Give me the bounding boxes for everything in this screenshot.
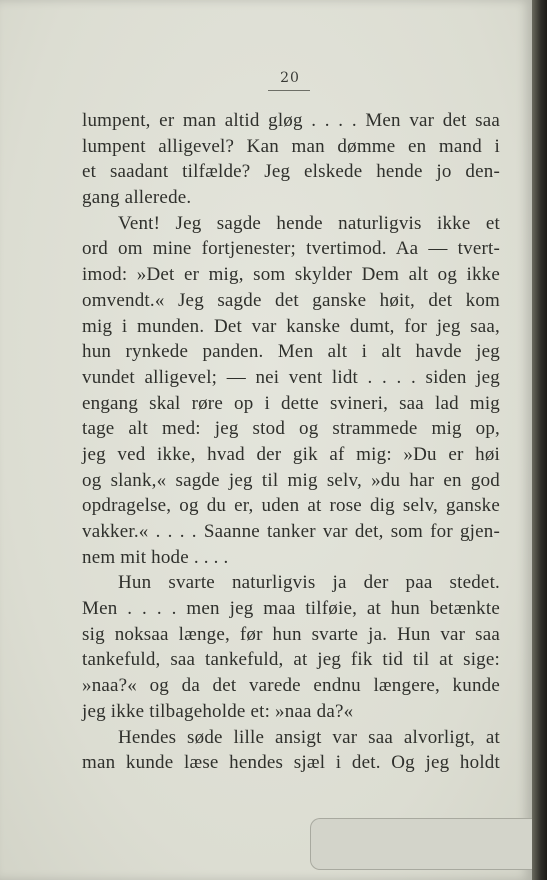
page-number: 20 (280, 70, 300, 86)
text-line: Hendes søde lille ansigt var saa alvorligt, at (118, 726, 500, 748)
text-line: og slank,« sagde jeg til mig selv, »du har en god (82, 469, 500, 491)
text-line: jeg ved ikke, hvad der gik af mig: »Du er høi (82, 443, 500, 465)
text-line: nem mit hode . . . . (82, 546, 229, 568)
text-line: vundet alligevel; — nei vent lidt . . . . siden jeg (82, 366, 500, 388)
text-line: gang allerede. (82, 187, 192, 209)
text-line: et saadant tilfælde? Jeg elskede hende jo den- (82, 161, 500, 183)
page-number-rule (268, 90, 310, 91)
text-line: Hun svarte naturligvis ja der paa stedet. (118, 572, 500, 594)
text-line: Vent! Jeg sagde hende naturligvis ikke et (118, 212, 500, 234)
text-line: Men . . . . men jeg maa tilføie, at hun betænkte (82, 598, 500, 620)
text-line: omvendt.« Jeg sagde det ganske høit, det kom (82, 289, 500, 311)
text-line: ord om mine fortjenester; tvertimod. Aa — tvert- (82, 238, 500, 260)
text-line: engang skal røre op i dette svineri, saa lad mig (82, 392, 500, 414)
page-tab (310, 818, 533, 870)
text-line: vakker.« . . . . Saanne tanker var det, som for gjen- (82, 521, 500, 542)
text-line: hun rynkede panden. Men alt i alt havde jeg (82, 341, 500, 363)
body-text (82, 108, 500, 776)
text-line: mig i munden. Det var kanske dumt, for jeg saa, (82, 315, 500, 337)
text-line: imod: »Det er mig, som skylder Dem alt og ikke (82, 264, 500, 286)
text-line: lumpent, er man altid gløg . . . . Men var det saa (82, 110, 500, 131)
text-line: sig noksaa længe, før hun svarte ja. Hun var saa (82, 623, 500, 645)
text-line: jeg ikke tilbageholde et: »naa da?« (82, 700, 354, 722)
text-line: lumpent alligevel? Kan man dømme en mand i (82, 135, 500, 157)
text-line: tankefuld, saa tankefuld, at jeg fik tid til at sige: (82, 649, 500, 671)
text-line: tage alt med: jeg stod og strammede mig op, (82, 418, 500, 440)
text-line: man kunde læse hendes sjæl i det. Og jeg holdt (82, 752, 500, 774)
text-line: »naa?« og da det varede endnu længere, kunde (82, 675, 500, 697)
book-spine (532, 0, 547, 880)
text-line: opdragelse, og du er, uden at rose dig selv, ganske (82, 495, 500, 517)
